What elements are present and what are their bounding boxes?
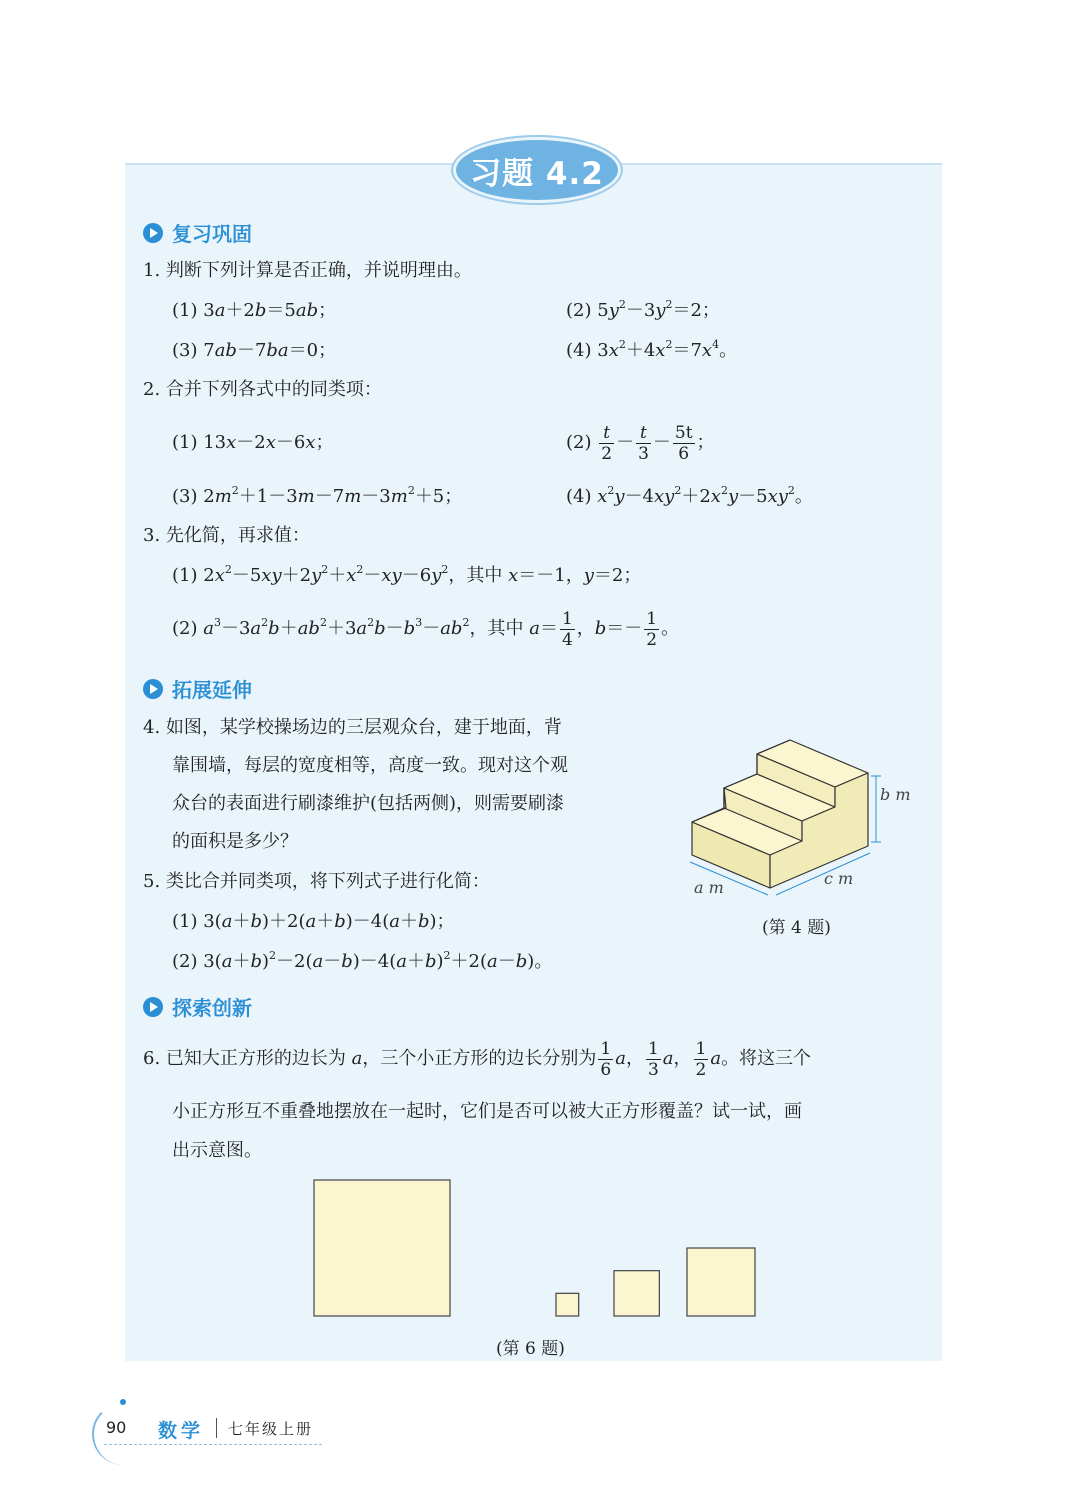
label-c: c m [824,869,854,888]
label-a: a m [694,878,724,897]
q2-part2: (2) $\frac{t}{2}$ － $\frac{t}{3}$ － $\frac{5t}{6}$ ； [566,422,715,464]
q3-part1: (1) $2x^2-5xy+2y^2+x^2-xy-6y^2$，其中 x＝－1，y＝2； [172,563,642,586]
q1-part1: (1) 3a＋2b＝5ab； [172,300,337,321]
play-arrow-icon [143,223,163,243]
q2-part1: (1) 13x－2x－6x； [172,432,334,453]
stairs-figure [680,710,920,900]
footer-book-title: 七年级上册 [228,1420,314,1438]
q1-part2: (2) $5y^2-3y^2=2$； [566,298,720,321]
q3-part2: (2) $a^3-3a^2b+ab^2+3a^2b-b^3-ab^2$，其中 a＝ $\frac{1}{4}$ ，b＝－ $\frac{1}{2}$ 。 [172,608,680,650]
section-explore-heading [143,992,252,1021]
q4-caption: (第 4 题) [762,918,831,938]
q2-stem: 2. 合并下列各式中的同类项： [143,379,382,400]
q6-line1: 6. 已知大正方形的边长为 a，三个小正方形的边长分别为 $\frac{1}{6}$ a， $\frac{1}{3}$ a， $\frac{1}{2}$ a。将这三个 [143,1038,812,1080]
small-square-third [614,1271,659,1316]
section-review-label: 复习巩固 [172,222,252,246]
section-extend-label: 拓展延伸 [172,678,252,702]
page-number: 90 [106,1418,127,1437]
q4-line3: 众台的表面进行刷漆维护(包括两侧)，则需要刷漆 [172,793,565,814]
play-arrow-icon [143,679,163,699]
footer-dashed-rule [104,1444,322,1445]
footer-separator [216,1418,217,1438]
section-extend-heading [143,674,252,703]
exercise-title-badge [453,137,621,203]
q2-part3: (3) $2m^2+1-3m-7m-3m^2+5$； [172,484,463,507]
exercise-title: 习题 4.2 [470,155,604,192]
q6-line2: 小正方形互不重叠地摆放在一起时，它们是否可以被大正方形覆盖？试一试，画 [172,1101,802,1122]
q1-part4: (4) $3x^2+4x^2=7x^4$。 [566,338,738,361]
q6-line3: 出示意图。 [172,1140,262,1161]
q1-part3: (3) 7ab－7ba＝0； [172,340,337,361]
squares-figure [300,1170,770,1330]
q5-part2: (2) $3(a+b)^2-2(a-b)-4(a+b)^2+2(a-b)$。 [172,949,553,972]
q1-stem: 1. 判断下列计算是否正确，并说明理由。 [143,260,472,281]
label-b: b m [880,785,911,804]
q4-line1: 4. 如图，某学校操场边的三层观众台，建于地面，背 [143,717,562,738]
small-square-sixth [556,1293,579,1316]
q6-caption: (第 6 题) [496,1339,565,1359]
q5-stem: 5. 类比合并同类项，将下列式子进行化简： [143,871,490,892]
section-review-heading [143,218,252,247]
q2-part4: (4) $x^2y-4xy^2+2x^2y-5xy^2$。 [566,484,813,507]
footer-dot-decoration [120,1399,126,1405]
big-square [314,1180,450,1316]
q3-stem: 3. 先化简，再求值： [143,525,310,546]
play-arrow-icon [143,997,163,1017]
footer-subject: 数学 [158,1420,205,1442]
q4-line4: 的面积是多少？ [172,831,298,852]
small-square-half [687,1248,755,1316]
section-explore-label: 探索创新 [172,996,252,1020]
q5-part1: (1) 3(a＋b)＋2(a＋b)－4(a＋b)； [172,911,455,932]
q4-line2: 靠围墙，每层的宽度相等，高度一致。现对这个观 [172,755,568,776]
